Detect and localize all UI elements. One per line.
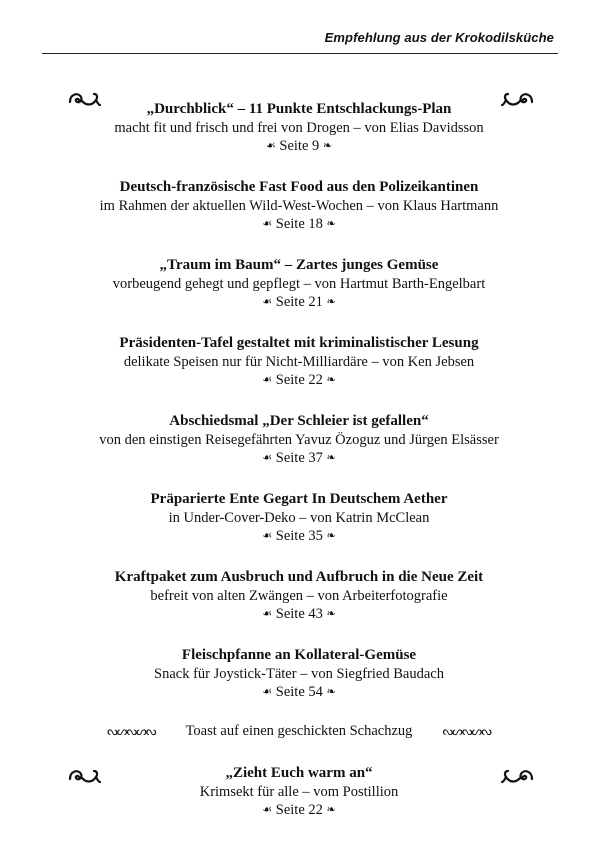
entry-page-line (60, 215, 538, 235)
entry-page-line (60, 801, 538, 821)
entry-subtitle: macht fit und frisch und frei von Drogen – von Elias Davidsson (114, 120, 484, 136)
entry-title: Kraftpaket zum Ausbruch und Aufbruch in die Neue Zeit (114, 569, 484, 585)
entry-title: „Durchblick“ – 11 Punkte Entschlackungs-Plan (146, 101, 452, 117)
entry-subtitle: von den einstigen Reisegefährten Yavuz Özoguz und Jürgen Elsässer (99, 432, 499, 448)
entry-page[interactable]: Seite 54 (275, 684, 323, 700)
entry-title: „Zieht Euch warm an“ (225, 765, 373, 781)
fleuron-left-icon: ☙ (262, 686, 273, 698)
entry-page[interactable]: Seite 18 (275, 216, 323, 232)
entry-subtitle: befreit von alten Zwängen – von Arbeiterfotografie (150, 588, 448, 604)
entry-title: Präparierte Ente Gegart In Deutschem Aether (150, 491, 448, 507)
toc-entry (60, 334, 538, 391)
fleuron-right-icon: ❧ (326, 218, 336, 230)
entry-title: Fleischpfanne an Kollateral-Gemüse (181, 647, 417, 663)
fleuron-left-icon: ☙ (262, 296, 273, 308)
entry-page-line (60, 605, 538, 625)
entry-page-line (60, 449, 538, 469)
running-header-title: Empfehlung aus der Krokodilsküche (324, 30, 554, 45)
entry-subtitle: in Under-Cover-Deko – von Katrin McClean (168, 510, 430, 526)
fleuron-right-icon: ❧ (326, 296, 336, 308)
toast-text: Toast auf einen geschickten Schachzug (185, 723, 413, 739)
fleuron-right-icon: ❧ (326, 686, 336, 698)
entry-title: Deutsch-französische Fast Food aus den Polizeikantinen (119, 179, 479, 195)
fleuron-left-icon: ☙ (262, 804, 273, 816)
toc-entry (60, 490, 538, 547)
header-rule (42, 53, 558, 54)
entry-subtitle: im Rahmen der aktuellen Wild-West-Wochen – von Klaus Hartmann (99, 198, 499, 214)
entry-page[interactable]: Seite 37 (275, 450, 323, 466)
entry-page-line (60, 371, 538, 391)
fleuron-left-icon: ☙ (262, 608, 273, 620)
fleuron-right-icon: ❧ (326, 530, 336, 542)
entry-subtitle: vorbeugend gehegt und gepflegt – von Hartmut Barth-Engelbart (112, 276, 486, 292)
table-of-contents (60, 100, 538, 842)
toc-entry (60, 646, 538, 703)
fleuron-left-icon: ☙ (262, 530, 273, 542)
entry-page[interactable]: Seite 22 (275, 372, 323, 388)
entry-page[interactable]: Seite 43 (275, 606, 323, 622)
entry-page[interactable]: Seite 22 (275, 802, 323, 818)
entry-page-line (60, 527, 538, 547)
wave-ornament-left-icon: ᔓᔕᔓᔕᔓ (107, 724, 156, 738)
fleuron-right-icon: ❧ (326, 452, 336, 464)
toc-entry (60, 178, 538, 235)
entry-page[interactable]: Seite 35 (275, 528, 323, 544)
entry-subtitle: Krimsekt für alle – vom Postillion (199, 784, 399, 800)
entry-page-line (60, 137, 538, 157)
entry-subtitle: delikate Speisen nur für Nicht-Milliardäre – von Ken Jebsen (123, 354, 475, 370)
fleuron-left-icon: ☙ (262, 374, 273, 386)
fleuron-left-icon: ☙ (262, 452, 273, 464)
entry-page-line (60, 683, 538, 703)
entry-page-line (60, 293, 538, 313)
entry-title: Präsidenten-Tafel gestaltet mit kriminalistischer Lesung (119, 335, 479, 351)
entry-subtitle: Snack für Joystick-Täter – von Siegfried Baudach (154, 666, 444, 682)
fleuron-right-icon: ❧ (326, 374, 336, 386)
fleuron-right-icon: ❧ (322, 140, 333, 152)
fleuron-right-icon: ❧ (326, 608, 336, 620)
fleuron-right-icon: ❧ (326, 804, 336, 816)
toast-line (60, 722, 538, 740)
fleuron-left-icon: ☙ (262, 218, 273, 230)
toc-entry (60, 412, 538, 469)
toc-entry (60, 568, 538, 625)
entry-title: „Traum im Baum“ – Zartes junges Gemüse (159, 257, 439, 273)
toc-entry (60, 256, 538, 313)
toc-entry-final (60, 764, 538, 821)
wave-ornament-right-icon: ᔓᔕᔓᔕᔓ (442, 724, 491, 738)
toc-entry (60, 100, 538, 157)
entry-page[interactable]: Seite 21 (275, 294, 323, 310)
entry-title: Abschiedsmal „Der Schleier ist gefallen“ (169, 413, 429, 429)
entry-page[interactable]: Seite 9 (279, 138, 320, 154)
fleuron-left-icon: ☙ (265, 140, 276, 152)
